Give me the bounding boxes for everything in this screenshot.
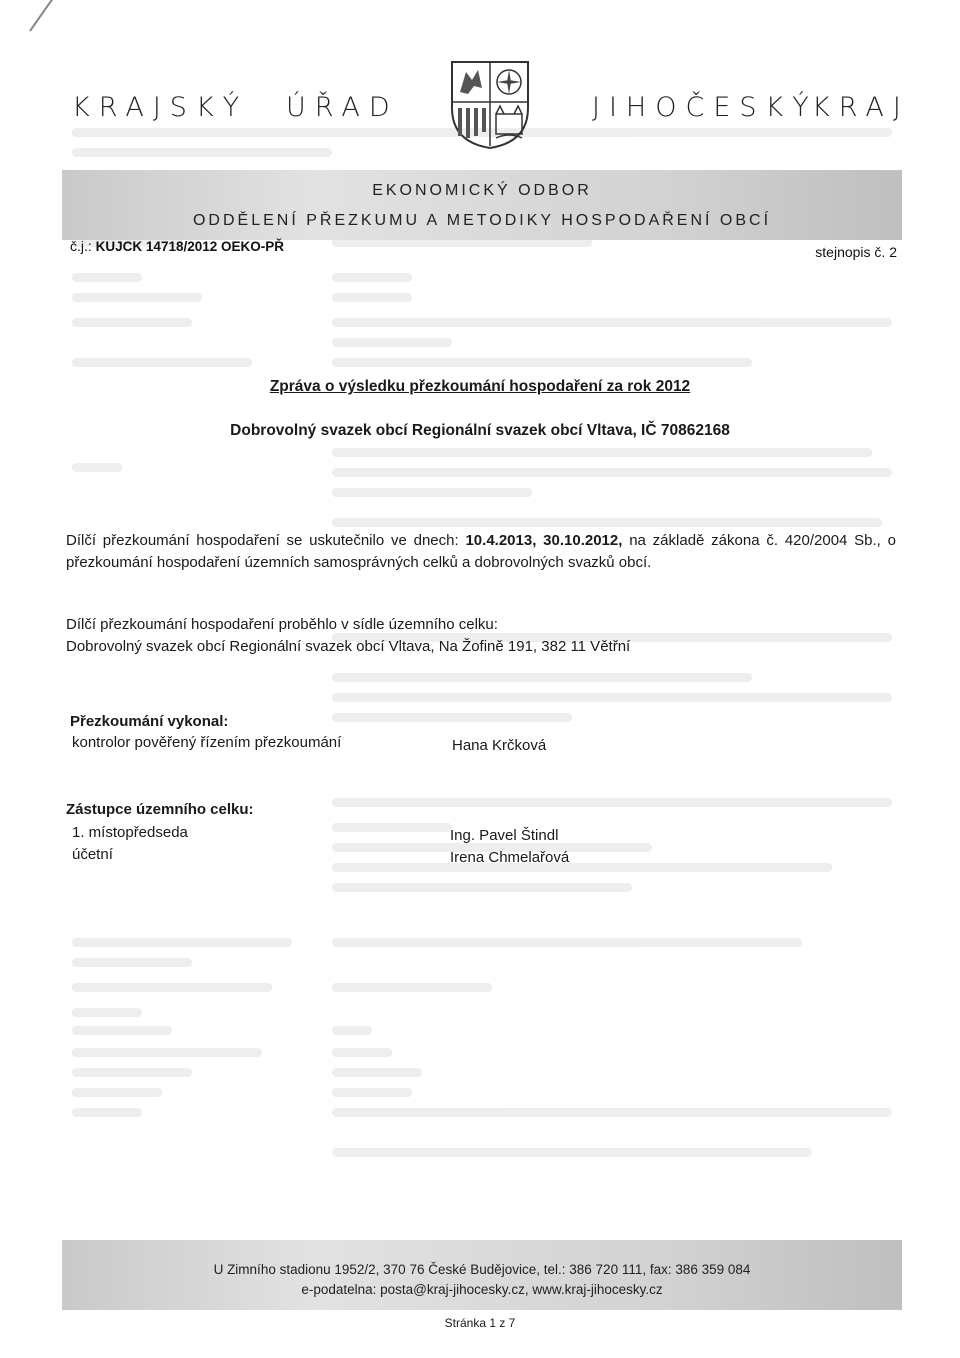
reference-value: KUJCK 14718/2012 OEKO-PŘ bbox=[95, 239, 285, 254]
report-title bbox=[0, 378, 960, 396]
reference-number bbox=[70, 238, 284, 254]
examination-dates: 10.4.2013, 30.10.2012, bbox=[465, 532, 623, 549]
regional-coat-of-arms-icon bbox=[448, 58, 532, 150]
region-name-word1: JIHOČESKÝ bbox=[592, 92, 818, 123]
show-through-texture bbox=[62, 108, 902, 1208]
footer-band bbox=[62, 1240, 902, 1310]
examiner-heading: Přezkoumání vykonal: bbox=[70, 713, 229, 730]
location-intro: Dílčí přezkoumání hospodaření proběhlo v sídle územního celku: bbox=[66, 616, 498, 633]
examiner-name: Hana Krčková bbox=[452, 737, 547, 754]
representative-role-1: 1. místopředseda bbox=[72, 824, 188, 841]
legal-basis-text: na základě zákona č. 420/2004 Sb., o přezkoumání hospodaření územních samosprávných celků a dobrovolných svazků obcí. bbox=[66, 532, 896, 571]
representative-role-2: účetní bbox=[72, 846, 113, 863]
examination-location-paragraph bbox=[66, 614, 896, 658]
location-address: Dobrovolný svazek obcí Regionální svazek obcí Vltava, Na Žofině 191, 382 11 Větřní bbox=[66, 638, 631, 655]
examination-dates-paragraph bbox=[66, 530, 896, 574]
footer-address: U Zimního stadionu 1952/2, 370 76 České Budějovice, tel.: 386 720 111, fax: 386 359 084 bbox=[213, 1262, 751, 1277]
examiner-role: kontrolor pověřený řízením přezkoumání bbox=[72, 734, 342, 751]
section-name: ODDĚLENÍ PŘEZKUMU A METODIKY HOSPODAŘENÍ OBCÍ bbox=[192, 212, 772, 229]
dates-intro-text: Dílčí přezkoumání hospodaření se uskutečnilo ve dnech: bbox=[66, 532, 459, 549]
office-name-word2: ÚŘAD bbox=[286, 92, 399, 123]
report-subtitle: Dobrovolný svazek obcí Regionální svazek obcí Vltava, IČ 70862168 bbox=[230, 422, 730, 439]
representative-name-1: Ing. Pavel Štindl bbox=[450, 827, 559, 844]
copy-number: stejnopis č. 2 bbox=[815, 244, 897, 260]
representatives-heading: Zástupce územního celku: bbox=[66, 801, 254, 818]
page-number: Stránka 1 z 7 bbox=[444, 1316, 516, 1330]
department-name: EKONOMICKÝ ODBOR bbox=[372, 182, 592, 199]
region-name-word2: KRAJ bbox=[812, 92, 910, 123]
pen-mark bbox=[29, 0, 54, 32]
representative-name-2: Irena Chmelařová bbox=[450, 849, 570, 866]
footer-contacts: e-podatelna: posta@kraj-jihocesky.cz, www.kraj-jihocesky.cz bbox=[301, 1282, 663, 1297]
office-name-word1: KRAJSKÝ bbox=[72, 92, 249, 123]
department-band bbox=[62, 170, 902, 240]
reference-prefix: č.j.: bbox=[70, 238, 92, 254]
report-title-text: Zpráva o výsledku přezkoumání hospodaření za rok 2012 bbox=[269, 378, 691, 395]
